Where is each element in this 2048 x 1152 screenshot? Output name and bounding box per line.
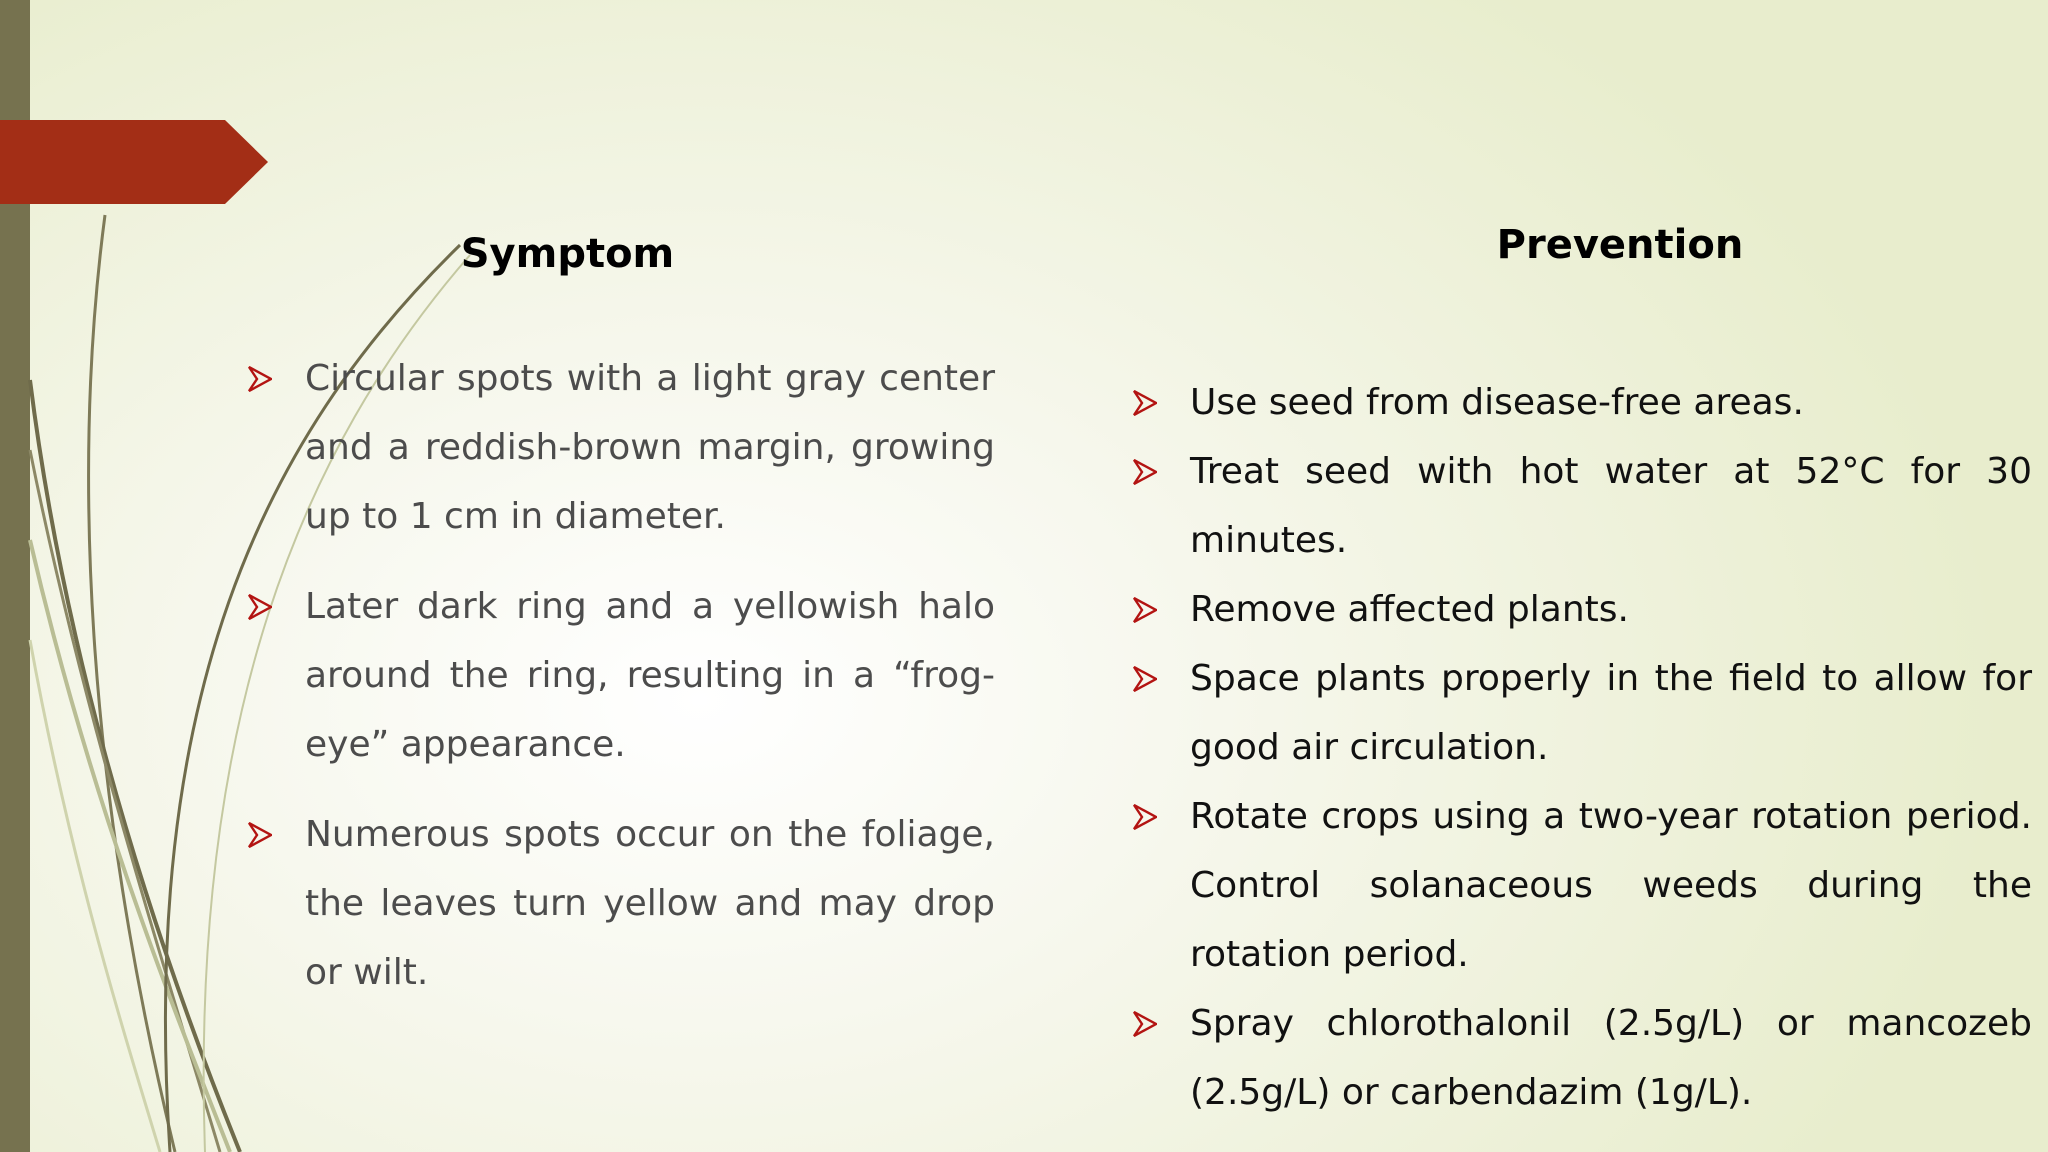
arrowhead-icon: [248, 366, 272, 392]
arrowhead-icon: [1133, 459, 1157, 485]
arrowhead-icon: [248, 822, 272, 848]
prevention-item: [1130, 575, 2032, 644]
symptom-item: [245, 344, 995, 551]
prevention-item-text: Use seed from disease-free areas.: [1190, 382, 1804, 423]
symptom-item: [245, 572, 995, 779]
symptom-item: [245, 800, 995, 1007]
prevention-item-text: Rotate crops using a two-year rotation period. Control solanaceous weeds during the rotation period.: [1190, 796, 2032, 975]
arrowhead-icon: [1133, 1011, 1157, 1037]
prevention-item: [1130, 644, 2032, 782]
prevention-item-text: Space plants properly in the field to allow for good air circulation.: [1190, 658, 2032, 768]
prevention-item-text: Spray chlorothalonil (2.5g/L) or mancozeb (2.5g/L) or carbendazim (1g/L).: [1190, 1003, 2032, 1113]
arrowhead-icon: [1133, 666, 1157, 692]
prevention-item: [1130, 989, 2032, 1127]
prevention-item: [1130, 437, 2032, 575]
symptom-item-text: Numerous spots occur on the foliage, the leaves turn yellow and may drop or wilt.: [305, 814, 995, 993]
symptom-item-text: Later dark ring and a yellowish halo around the ring, resulting in a “frog-eye” appearance.: [305, 586, 995, 765]
arrowhead-icon: [1133, 597, 1157, 623]
symptom-item-text: Circular spots with a light gray center and a reddish-brown margin, growing up to 1 cm in diameter.: [305, 358, 995, 537]
arrowhead-icon: [1133, 804, 1157, 830]
prevention-item-text: Treat seed with hot water at 52°C for 30 minutes.: [1190, 451, 2032, 561]
symptom-list: [245, 344, 995, 1028]
prevention-list: [1130, 368, 2032, 1127]
arrowhead-icon: [1133, 390, 1157, 416]
prevention-item: [1130, 368, 2032, 437]
prevention-item: [1130, 782, 2032, 989]
arrowhead-icon: [248, 594, 272, 620]
prevention-heading: Prevention: [1496, 222, 1744, 268]
prevention-item-text: Remove affected plants.: [1190, 589, 1629, 630]
symptom-heading: Symptom: [460, 231, 675, 277]
title-ribbon: [0, 120, 268, 204]
